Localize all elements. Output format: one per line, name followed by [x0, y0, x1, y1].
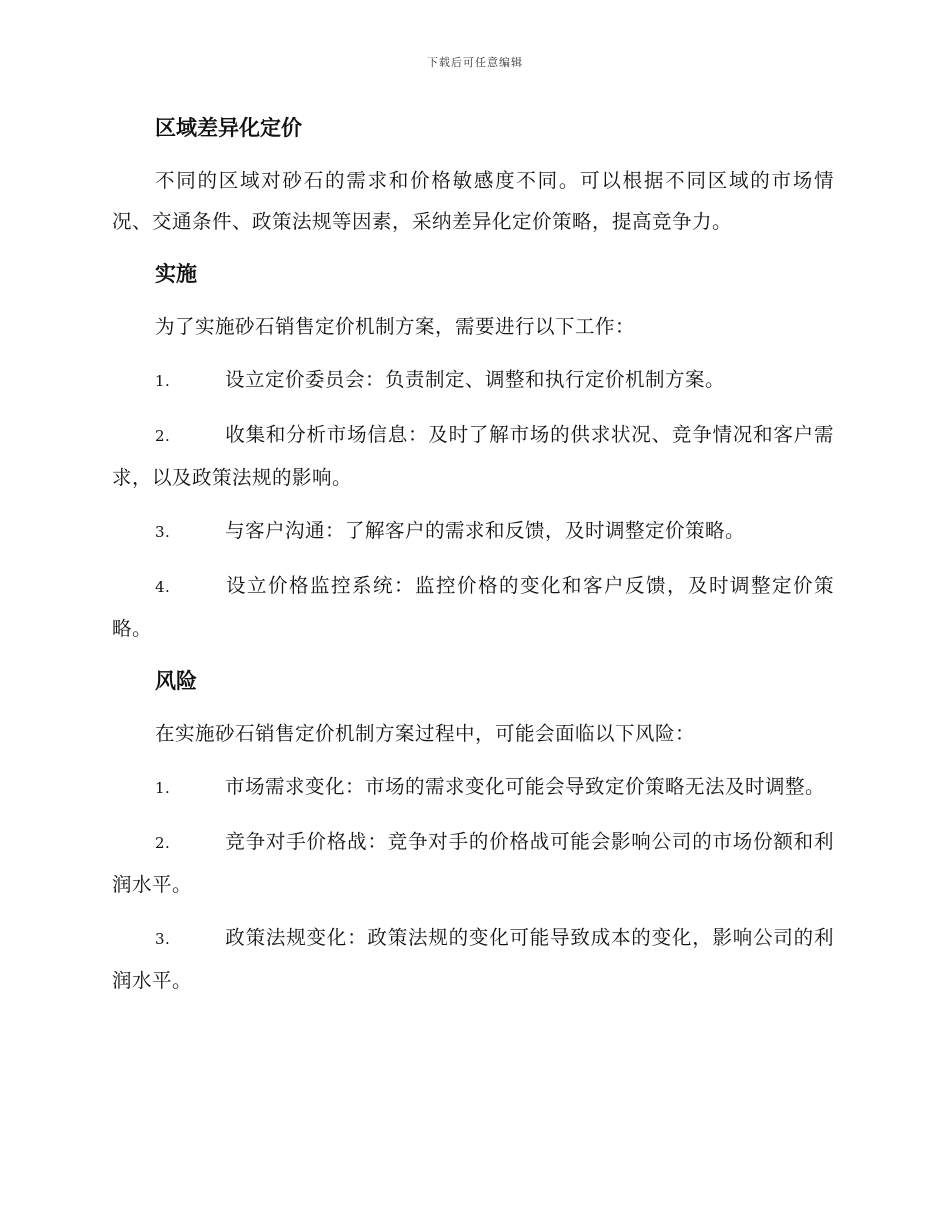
risk-intro: 在实施砂石销售定价机制方案过程中，可能会面临以下风险：	[155, 722, 696, 745]
list-number: 4.	[155, 578, 171, 596]
list-number: 3.	[155, 523, 171, 541]
list-item-text: 收集和分析市场信息：及时了解市场的供求状况、竞争情况和客户需求，以及政策法规的影响。	[112, 423, 834, 489]
list-number: 1.	[155, 779, 171, 797]
section-heading-risk: 风险	[155, 668, 197, 693]
list-item-text: 设立定价委员会：负责制定、调整和执行定价机制方案。	[225, 368, 726, 391]
implementation-item-4	[112, 565, 834, 649]
list-number: 2.	[155, 834, 171, 852]
implementation-item-1	[112, 359, 834, 402]
list-item-text: 竞争对手价格战：竞争对手的价格战可能会影响公司的市场份额和利润水平。	[112, 830, 834, 896]
list-item-text: 与客户沟通：了解客户的需求和反馈，及时调整定价策略。	[225, 519, 746, 542]
list-item-text: 政策法规变化：政策法规的变化可能导致成本的变化，影响公司的利润水平。	[112, 926, 834, 992]
risk-item-2	[112, 821, 834, 905]
implementation-item-3	[112, 510, 834, 553]
header-note: 下载后可任意编辑	[427, 56, 523, 69]
section-heading-regional: 区域差异化定价	[155, 115, 302, 140]
list-number: 3.	[155, 930, 171, 948]
regional-paragraph: 不同的区域对砂石的需求和价格敏感度不同。可以根据不同区域的市场情况、交通条件、政策法规等因素，采纳差异化定价策略，提高竞争力。	[112, 169, 834, 233]
risk-item-1	[112, 766, 834, 809]
list-item-text: 市场需求变化：市场的需求变化可能会导致定价策略无法及时调整。	[225, 775, 826, 798]
risk-item-3	[112, 917, 834, 1001]
list-number: 1.	[155, 372, 171, 390]
section-heading-implementation: 实施	[155, 261, 197, 286]
list-item-text: 设立价格监控系统：监控价格的变化和客户反馈，及时调整定价策略。	[112, 574, 834, 640]
implementation-item-2	[112, 414, 834, 498]
list-number: 2.	[155, 427, 171, 445]
document-body	[112, 108, 834, 1013]
implementation-intro: 为了实施砂石销售定价机制方案，需要进行以下工作：	[155, 315, 636, 338]
